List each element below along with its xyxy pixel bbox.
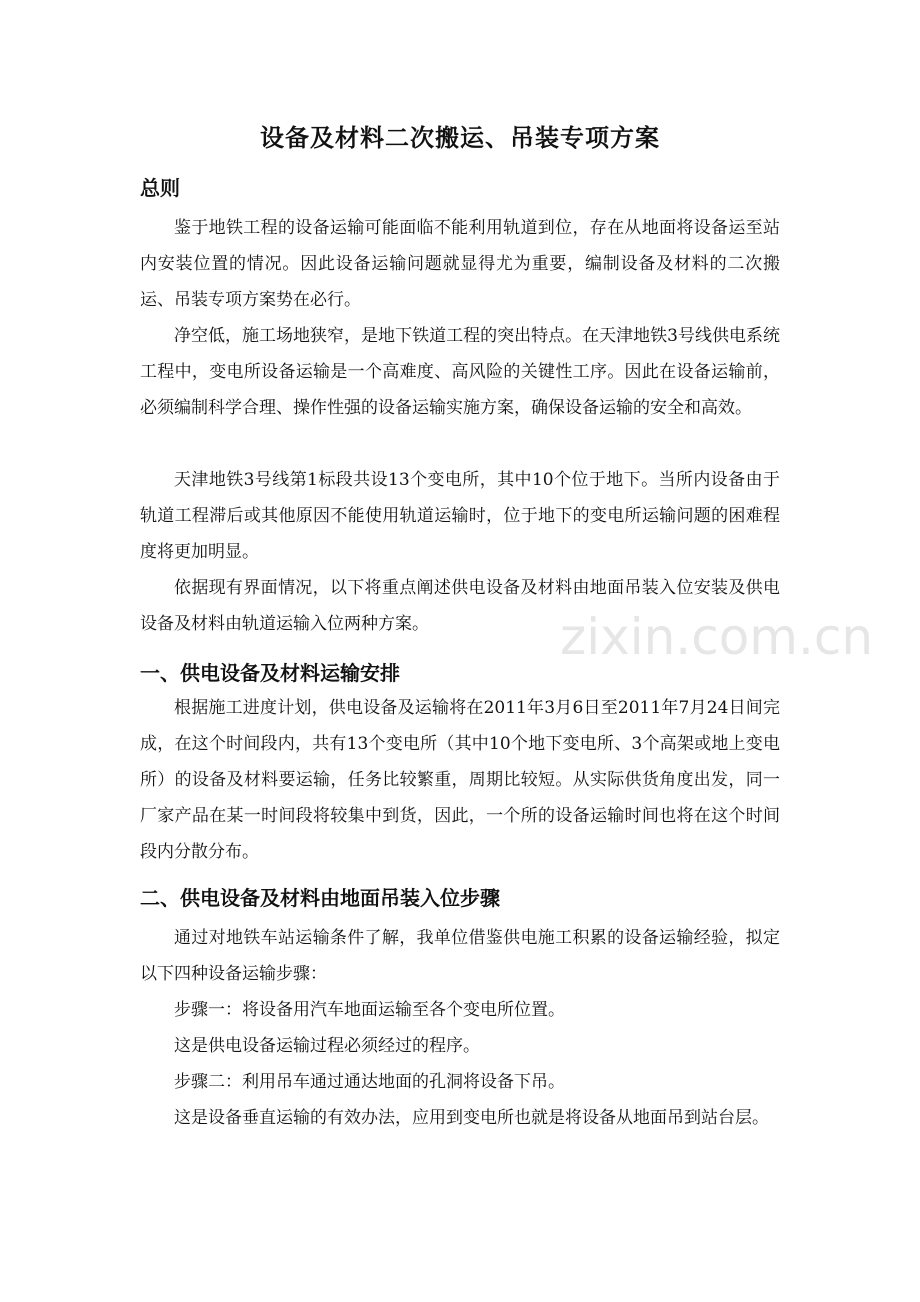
paragraph: 天津地铁3号线第1标段共设13个变电所，其中10个位于地下。当所内设备由于轨道工程滞后或其他原因不能使用轨道运输时，位于地下的变电所运输问题的困难程度将更加明显。 <box>140 470 780 562</box>
paragraph: 根据施工进度计划，供电设备及运输将在2011年3月6日至2011年7月24日间完成，在这个时间段内，共有13个变电所（其中10个地下变电所、3个高架或地上变电所）的设备及材料要运输，任务比较繁重，周期比较短。从实际供货角度出发，同一厂家产品在某一时间段将较集中到货，因此，一个所的设备运输时间也将在这个时间段内分散分布。 <box>140 698 780 862</box>
paragraph: 鉴于地铁工程的设备运输可能面临不能利用轨道到位，存在从地面将设备运至站内安装位置的情况。因此设备运输问题就显得尤为重要，编制设备及材料的二次搬运、吊装专项方案势在必行。 <box>140 218 780 310</box>
heading-general: 总则 <box>140 176 180 200</box>
document-title: 设备及材料二次搬运、吊装专项方案 <box>260 124 660 152</box>
paragraph: 这是设备垂直运输的有效办法，应用到变电所也就是将设备从地面吊到站台层。 <box>174 1108 769 1128</box>
paragraph: 净空低，施工场地狭窄，是地下铁道工程的突出特点。在天津地铁3号线供电系统工程中，变电所设备运输是一个高难度、高风险的关键性工序。因此在设备运输前，必须编制科学合理、操作性强的设备运输实施方案，确保设备运输的安全和高效。 <box>140 326 780 418</box>
watermark: zixin.com.cn <box>560 608 874 666</box>
paragraph: 依据现有界面情况，以下将重点阐述供电设备及材料由地面吊装入位安装及供电设备及材料由轨道运输入位两种方案。 <box>140 578 780 634</box>
paragraph: 步骤二：利用吊车通过通达地面的孔洞将设备下吊。 <box>174 1072 565 1092</box>
paragraph: 通过对地铁车站运输条件了解，我单位借鉴供电施工积累的设备运输经验，拟定以下四种设备运输步骤： <box>140 928 780 984</box>
paragraph: 这是供电设备运输过程必须经过的程序。 <box>174 1036 480 1056</box>
heading-section-2: 二、供电设备及材料由地面吊装入位步骤 <box>140 886 500 910</box>
heading-section-1: 一、供电设备及材料运输安排 <box>140 661 400 685</box>
paragraph: 步骤一：将设备用汽车地面运输至各个变电所位置。 <box>174 1000 565 1020</box>
